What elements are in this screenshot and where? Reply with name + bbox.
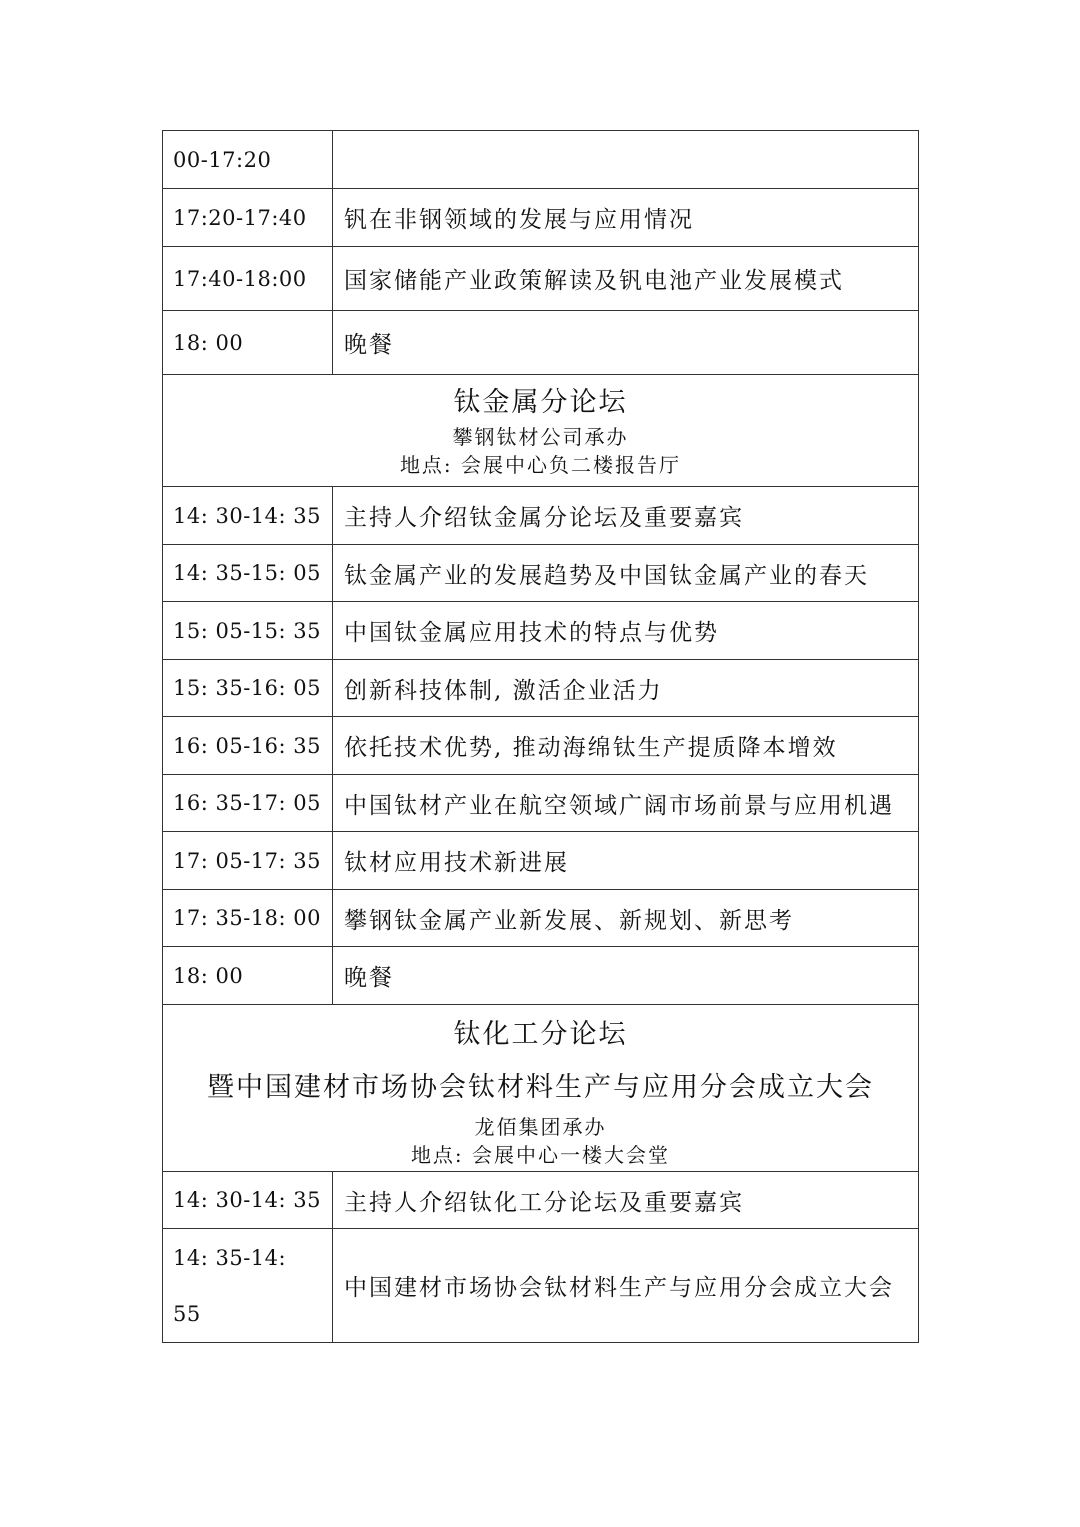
table-row <box>163 660 919 717</box>
table-row <box>163 832 919 890</box>
time-cell: 15: 35-16: 05 <box>163 660 333 717</box>
section-header-cell <box>163 1005 919 1172</box>
table-row <box>163 717 919 775</box>
agenda-item-cell: 晚餐 <box>333 947 919 1005</box>
section-header-titanium-metal <box>163 375 919 487</box>
time-line: 55 <box>173 1301 201 1326</box>
table-row <box>163 890 919 947</box>
table-row <box>163 189 919 247</box>
section-subtitle: 暨中国建材市场协会钛材料生产与应用分会成立大会 <box>207 1072 874 1103</box>
table-row <box>163 545 919 602</box>
table-row <box>163 602 919 660</box>
section-title: 钛金属分论坛 <box>453 386 628 418</box>
time-cell: 17:40-18:00 <box>163 247 333 311</box>
schedule-table <box>162 130 919 1343</box>
agenda-item-cell: 攀钢钛金属产业新发展、新规划、新思考 <box>333 890 919 947</box>
agenda-item-cell: 钒在非钢领域的发展与应用情况 <box>333 189 919 247</box>
agenda-item-cell: 创新科技体制, 激活企业活力 <box>333 660 919 717</box>
time-cell: 18: 00 <box>163 311 333 375</box>
table-row <box>163 1229 919 1343</box>
agenda-item-cell: 中国钛材产业在航空领域广阔市场前景与应用机遇 <box>333 775 919 832</box>
time-cell: 14: 35-15: 05 <box>163 545 333 602</box>
section-venue: 地点: 会展中心一楼大会堂 <box>410 1143 671 1167</box>
table-row <box>163 311 919 375</box>
agenda-item-cell: 晚餐 <box>333 311 919 375</box>
section-host: 龙佰集团承办 <box>474 1115 607 1139</box>
time-cell: 14: 30-14: 35 <box>163 487 333 545</box>
table-row <box>163 131 919 189</box>
table-row <box>163 487 919 545</box>
section-header-titanium-chem <box>163 1005 919 1172</box>
time-cell: 00-17:20 <box>163 131 333 189</box>
time-cell: 16: 05-16: 35 <box>163 717 333 775</box>
agenda-item-cell: 中国建材市场协会钛材料生产与应用分会成立大会 <box>333 1229 919 1343</box>
agenda-item-cell: 国家储能产业政策解读及钒电池产业发展模式 <box>333 247 919 311</box>
time-cell <box>163 1229 333 1343</box>
table-row <box>163 1172 919 1229</box>
time-cell: 17: 05-17: 35 <box>163 832 333 890</box>
agenda-item-cell: 主持人介绍钛金属分论坛及重要嘉宾 <box>333 487 919 545</box>
time-cell: 16: 35-17: 05 <box>163 775 333 832</box>
section-venue: 地点: 会展中心负二楼报告厅 <box>399 452 682 477</box>
agenda-item-cell <box>333 131 919 189</box>
agenda-item-cell: 钛金属产业的发展趋势及中国钛金属产业的春天 <box>333 545 919 602</box>
agenda-item-cell: 依托技术优势, 推动海绵钛生产提质降本增效 <box>333 717 919 775</box>
time-cell: 17:20-17:40 <box>163 189 333 247</box>
table-row <box>163 247 919 311</box>
time-line: 14: 35-14: <box>173 1245 287 1270</box>
time-cell: 17: 35-18: 00 <box>163 890 333 947</box>
agenda-item-cell: 钛材应用技术新进展 <box>333 832 919 890</box>
time-cell: 14: 30-14: 35 <box>163 1172 333 1229</box>
agenda-item-cell: 中国钛金属应用技术的特点与优势 <box>333 602 919 660</box>
time-cell: 15: 05-15: 35 <box>163 602 333 660</box>
table-row <box>163 775 919 832</box>
section-title: 钛化工分论坛 <box>453 1019 628 1050</box>
section-host: 攀钢钛材公司承办 <box>452 424 629 449</box>
table-row <box>163 947 919 1005</box>
section-header-cell <box>163 375 919 487</box>
time-cell: 18: 00 <box>163 947 333 1005</box>
agenda-item-cell: 主持人介绍钛化工分论坛及重要嘉宾 <box>333 1172 919 1229</box>
